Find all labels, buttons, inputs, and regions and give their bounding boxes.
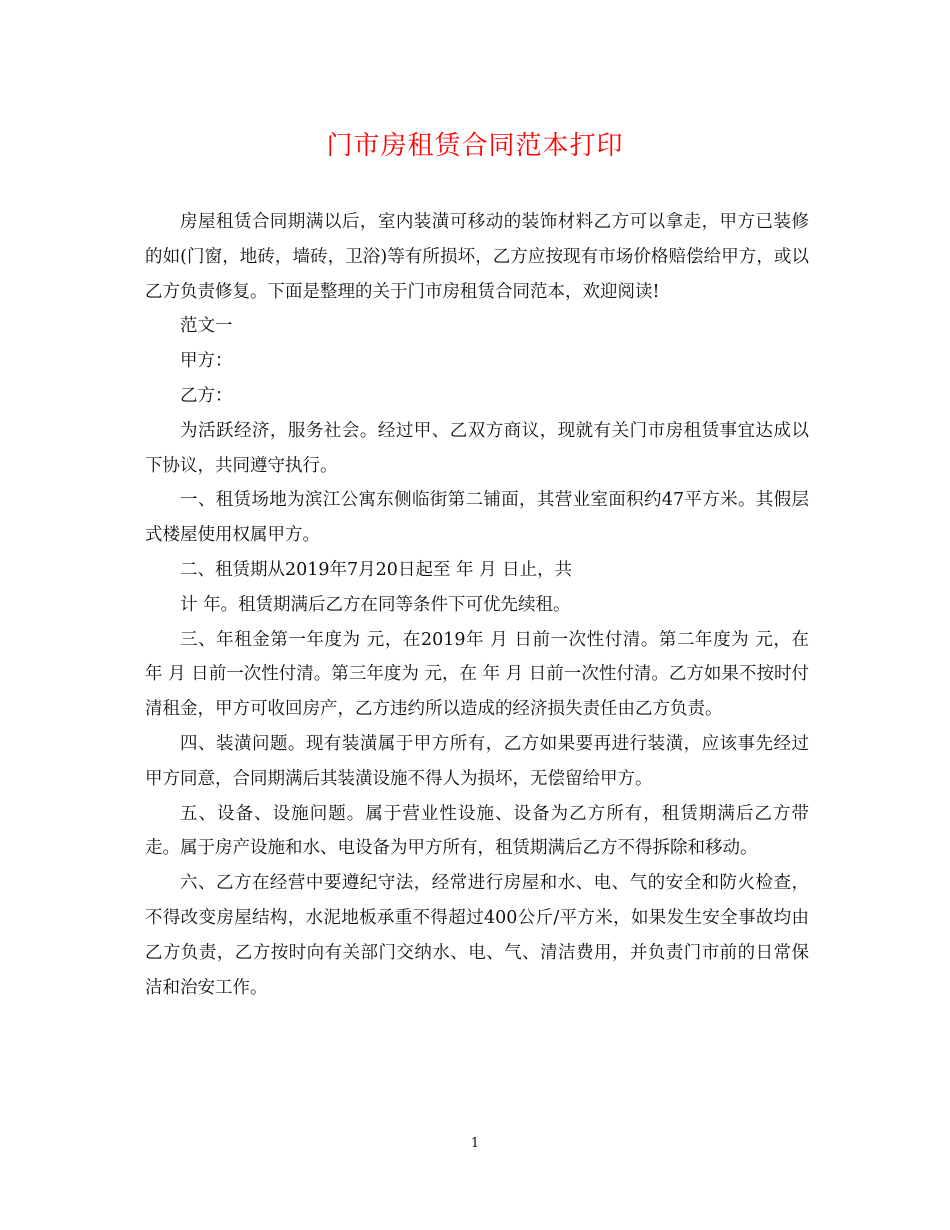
- paragraph-clause-1: 一、租赁场地为滨江公寓东侧临街第二铺面，其营业室面积约47平方米。其假层式楼屋使用权属甲方。: [145, 490, 809, 546]
- document-body: [145, 205, 809, 1005]
- paragraph-clause-6: 六、乙方在经营中要遵纪守法，经常进行房屋和水、电、气的安全和防火检查，不得改变房屋结构，水泥地板承重不得超过400公斤/平方米，如果发生安全事故均由乙方负责，乙方按时向有关部门交纳水、电、气、清洁费用，并负责门市前的日常保洁和治安工作。: [145, 873, 809, 998]
- paragraph-intro: 房屋租赁合同期满以后，室内装潢可移动的装饰材料乙方可以拿走，甲方已装修的如(门窗，地砖，墙砖，卫浴)等有所损坏，乙方应按现有市场价格赔偿给甲方，或以乙方负责修复。下面是整理的关于门市房租赁合同范本，欢迎阅读!: [145, 212, 809, 302]
- page-number: 1: [470, 1136, 480, 1151]
- paragraph-party-b: 乙方：: [180, 385, 233, 406]
- paragraph-clause-4: 四、装潢问题。现有装潢属于甲方所有，乙方如果要再进行装潢，应该事先经过甲方同意，合同期满后其装潢设施不得人为损坏，无偿留给甲方。: [145, 733, 809, 789]
- paragraph-party-a: 甲方：: [180, 351, 233, 372]
- paragraph-sample-heading: 范文一: [180, 316, 233, 337]
- paragraph-clause-3: 三、年租金第一年度为 元，在2019年 月 日前一次性付清。第二年度为 元，在 年 月 日前一次性付清。第三年度为 元，在 年 月 日前一次性付清。乙方如果不按时付清租金，甲方可收回房产，乙方违约所以造成的经济损失责任由乙方负责。: [145, 629, 809, 720]
- paragraph-clause-2-continued: 计 年。租赁期满后乙方在同等条件下可优先续租。: [180, 594, 571, 615]
- document-title: 门市房租赁合同范本打印: [326, 131, 624, 161]
- paragraph-clause-2: 二、租赁期从2019年7月20日起至 年 月 日止，共: [180, 559, 573, 580]
- paragraph-clause-5: 五、设备、设施问题。属于营业性设施、设备为乙方所有，租赁期满后乙方带走。属于房产设施和水、电设备为甲方所有，租赁期满后乙方不得拆除和移动。: [145, 803, 809, 859]
- paragraph-preamble: 为活跃经济，服务社会。经过甲、乙双方商议，现就有关门市房租赁事宜达成以下协议，共同遵守执行。: [145, 420, 809, 476]
